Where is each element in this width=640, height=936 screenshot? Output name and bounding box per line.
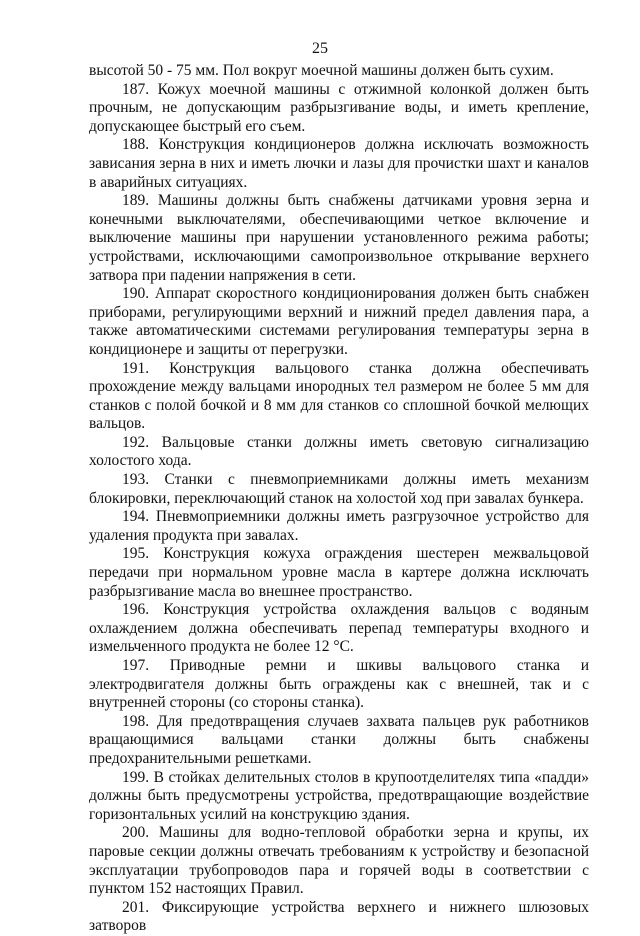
- paragraph-196: 196. Конструкция устройства охлаждения вальцов с водяным охлаждением должна обеспечивать перепад температуры входного и измельченного продукта не более 12 °С.: [89, 601, 589, 656]
- paragraph-190: 190. Аппарат скоростного кондиционирования должен быть снабжен приборами, регулирующими верхний и нижний предел давления пара, а также автоматическими системами регулирования температуры зерна в кондиционере и защиты от перегрузки.: [89, 285, 589, 358]
- paragraph-192: 192. Вальцовые станки должны иметь световую сигнализацию холостого хода.: [89, 433, 589, 470]
- paragraph-195: 195. Конструкция кожуха ограждения шестерен межвальцовой передачи при нормальном уровне масла в картере должна исключать разбрызгивание масла во внешнее пространство.: [89, 545, 589, 600]
- paragraph-189: 189. Машины должны быть снабжены датчиками уровня зерна и конечными выключателями, обеспечивающими четкое включение и выключение машины при нарушении установленного режима работы; устройствами, исключающими самопроизвольное открывание верхнего затвора при падении напряжения в сети.: [89, 192, 589, 284]
- page-number: 25: [312, 40, 328, 57]
- paragraph-199: 199. В стойках делительных столов в крупоотделителях типа «падди» должны быть предусмотрены устройства, предотвращающие воздействие горизонтальных усилий на конструкцию здания.: [89, 768, 589, 823]
- paragraph-194: 194. Пневмоприемники должны иметь разгрузочное устройство для удаления продукта при завалах.: [89, 508, 589, 544]
- paragraph-201: 201. Фиксирующие устройства верхнего и нижнего шлюзовых затворов: [89, 898, 589, 935]
- paragraph-continuation: высотой 50 - 75 мм. Пол вокруг моечной машины должен быть сухим.: [89, 62, 554, 79]
- paragraph-193: 193. Станки с пневмоприемниками должны иметь механизм блокировки, переключающий станок на холостой ход при завалах бункера.: [89, 471, 589, 507]
- paragraph-197: 197. Приводные ремни и шкивы вальцового станка и электродвигателя должны быть ограждены как с внешней, так и с внутренней стороны (со стороны станка).: [89, 657, 589, 712]
- paragraph-191: 191. Конструкция вальцового станка должна обеспечивать прохождение между вальцами инородных тел размером не более 5 мм для станков с полой бочкой и 8 мм для станков со сплошной бочкой мелющих вальцов.: [89, 359, 589, 433]
- body-text: [89, 62, 589, 936]
- paragraph-198: 198. Для предотвращения случаев захвата пальцев рук работников вращающимися вальцами станки должны быть снабжены предохранительными решетками.: [89, 712, 589, 767]
- paragraph-187: 187. Кожух моечной машины с отжимной колонкой должен быть прочным, не допускающим разбрызгивание воды, и иметь крепление, допускающее быстрый его съем.: [89, 80, 589, 135]
- paragraph-188: 188. Конструкция кондиционеров должна исключать возможность зависания зерна в них и иметь лючки и лазы для прочистки шахт и каналов в аварийных ситуациях.: [89, 136, 589, 191]
- paragraph-200: 200. Машины для водно-тепловой обработки зерна и крупы, их паровые секции должны отвечать требованиям к устройству и безопасной эксплуатации трубопроводов пара и горячей воды в соответствии с пунктом 152 настоящих Правил.: [89, 824, 589, 898]
